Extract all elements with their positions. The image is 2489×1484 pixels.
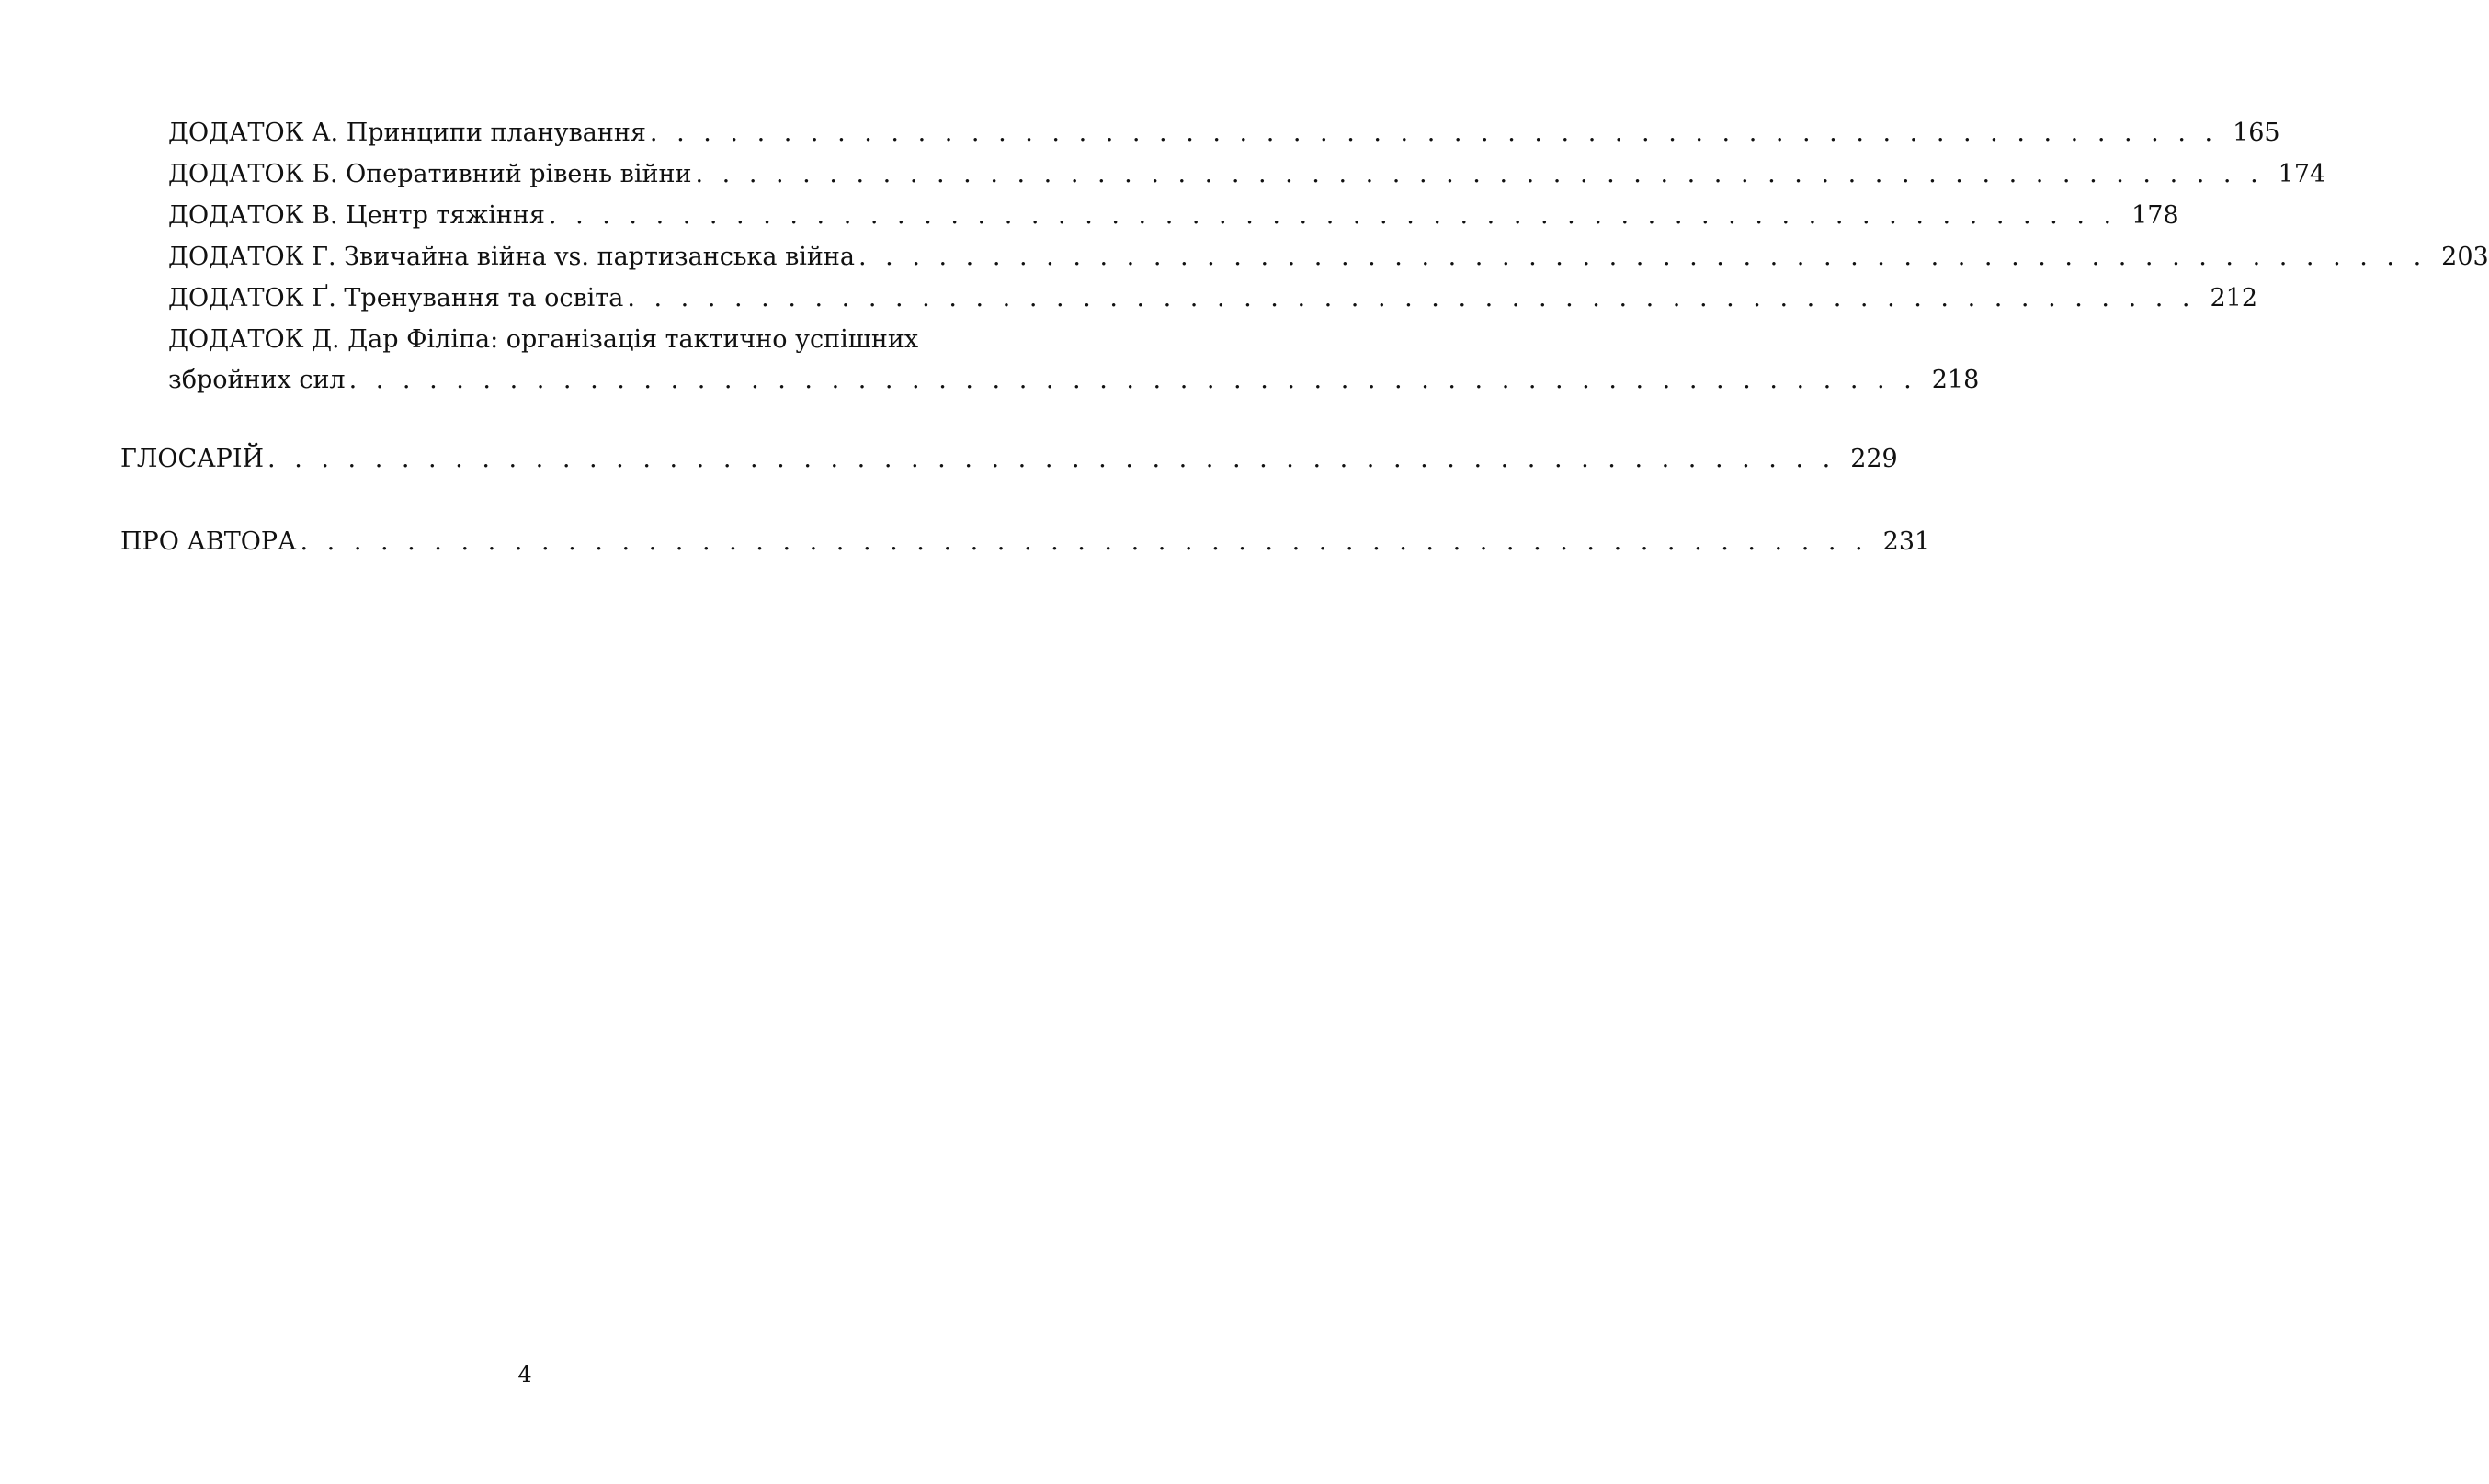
toc-entry-page: 212 (2210, 284, 2258, 312)
toc-entry-appendix-d[interactable] (168, 320, 1980, 401)
toc-entry-page: 178 (2131, 201, 2179, 230)
toc-entry-page: 174 (2278, 160, 2326, 188)
toc-entry-title: ДОДАТОК Ґ. Тренування та освіта (168, 284, 624, 312)
dot-leader: . . . . . . . . . . . . . . . . . . . . . . . . . . . . . . . . . . . . . . . . . . . . . . . . . . . . . . . . . . . (649, 119, 2219, 147)
toc-entry-title: ПРО АВТОРА (120, 527, 297, 556)
dot-leader: . . . . . . . . . . . . . . . . . . . . . . . . . . . . . . . . . . . . . . . . . . . . . . . . . . . . . . . . . . . (695, 160, 2264, 188)
dot-leader: . . . . . . . . . . . . . . . . . . . . . . . . . . . . . . . . . . . . . . . . . . . . . . . . . . . . . . . . . . . (627, 284, 2196, 312)
toc-entry-title: ДОДАТОК В. Центр тяжіння (168, 201, 545, 230)
toc-entry-title: ГЛОСАРІЙ (120, 445, 265, 473)
dot-leader: . . . . . . . . . . . . . . . . . . . . . . . . . . . . . . . . . . . . . . . . . . . . . . . . . . . . . . . . . . . (267, 445, 1836, 473)
toc-entry-title: ДОДАТОК Г. Звичайна війна vs. партизанська війна (168, 243, 855, 271)
toc-entry-about-author[interactable] (120, 522, 1931, 562)
toc-entry-title-line2: збройних сил (168, 366, 346, 394)
toc-entry-page: 218 (1931, 366, 1980, 394)
toc-entry-page: 231 (1882, 527, 1931, 556)
toc-entry-title-line1: ДОДАТОК Д. Дар Філіпа: організація тактично успішних (168, 325, 919, 354)
toc-entry-title: ДОДАТОК А. Принципи планування (168, 119, 646, 147)
toc-entry-page: 229 (1850, 445, 1898, 473)
toc-entry-glossary[interactable] (120, 439, 1898, 480)
dot-leader: . . . . . . . . . . . . . . . . . . . . . . . . . . . . . . . . . . . . . . . . . . . . . . . . . . . . . . . . . . . (858, 243, 2427, 271)
toc-entry-page: 165 (2233, 119, 2280, 147)
toc-entry-title: ДОДАТОК Б. Оперативний рівень війни (168, 160, 692, 188)
toc-entry-appendix-g[interactable] (168, 278, 2258, 319)
toc-entry-page: 203 (2441, 243, 2489, 271)
toc-entry-appendix-h[interactable] (168, 237, 2489, 278)
dot-leader: . . . . . . . . . . . . . . . . . . . . . . . . . . . . . . . . . . . . . . . . . . . . . . . . . . . . . . . . . . . (348, 366, 1917, 394)
toc-entry-appendix-b[interactable] (168, 154, 2326, 195)
toc-entry-appendix-a[interactable] (168, 113, 2280, 153)
page-number: 4 (517, 1362, 532, 1388)
dot-leader: . . . . . . . . . . . . . . . . . . . . . . . . . . . . . . . . . . . . . . . . . . . . . . . . . . . . . . . . . . . (548, 201, 2118, 230)
dot-leader: . . . . . . . . . . . . . . . . . . . . . . . . . . . . . . . . . . . . . . . . . . . . . . . . . . . . . . . . . . . (300, 527, 1869, 556)
toc-entry-appendix-v[interactable] (168, 196, 2179, 236)
